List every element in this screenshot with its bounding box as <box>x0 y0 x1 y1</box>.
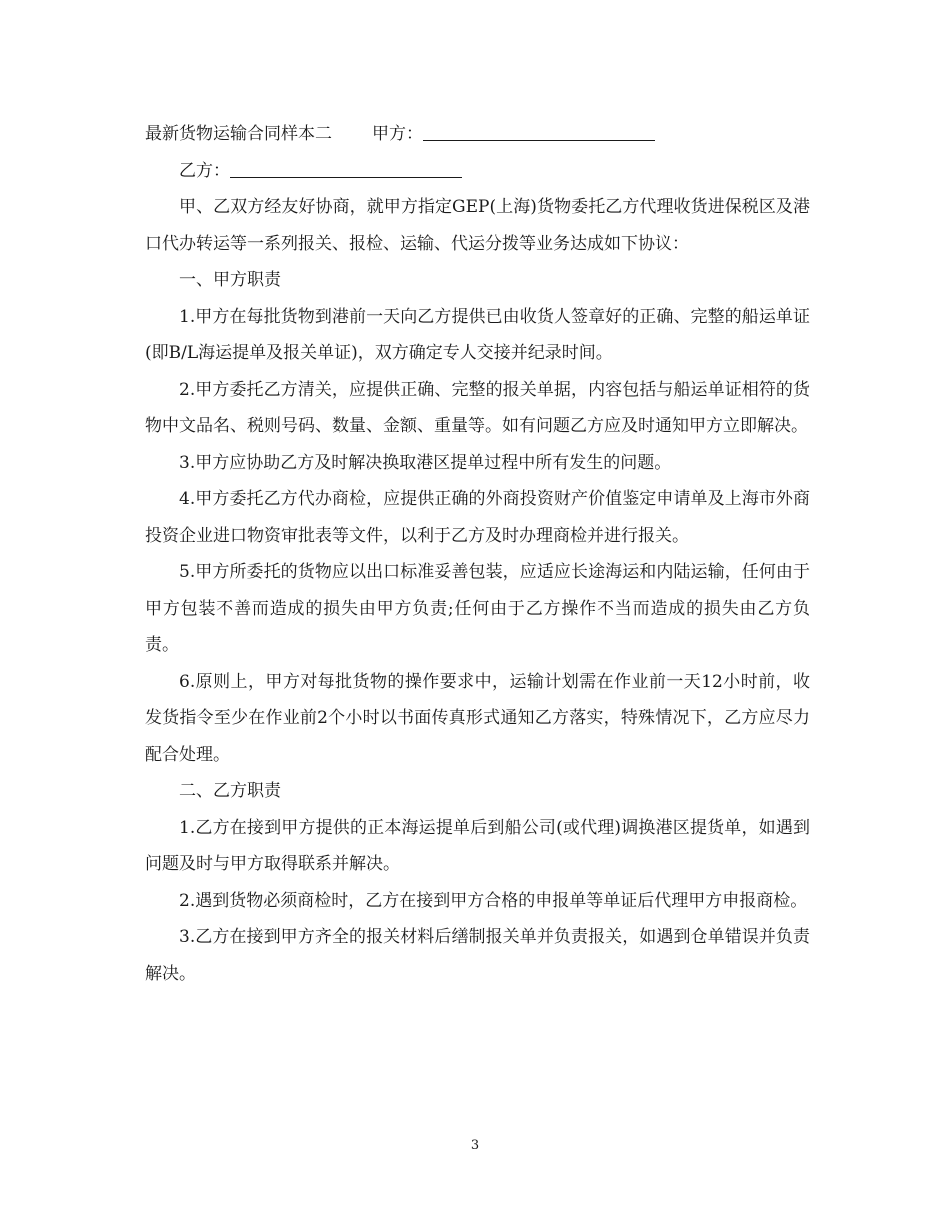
party-b-blank <box>230 159 462 178</box>
document-body <box>145 116 810 992</box>
section-a-item-1: 1.甲方在每批货物到港前一天向乙方提供已由收货人签章好的正确、完整的船运单证(即B/L海运提单及报关单证)，双方确定专人交接并纪录时间。 <box>145 306 810 363</box>
section-a-heading: 一、甲方职责 <box>179 270 281 290</box>
page-number: 3 <box>470 1138 480 1153</box>
section-b-item-1: 1.乙方在接到甲方提供的正本海运提单后到船公司(或代理)调换港区提货单，如遇到问题及时与甲方取得联系并解决。 <box>145 817 810 874</box>
document-title: 最新货物运输合同样本二 <box>145 124 332 144</box>
section-a-item-3: 3.甲方应协助乙方及时解决换取港区提单过程中所有发生的问题。 <box>179 452 672 473</box>
party-b-label: 乙方： <box>179 160 230 181</box>
section-a-item-6: 6.原则上，甲方对每批货物的操作要求中，运输计划需在作业前一天12小时前，收发货指令至少在作业前2个小时以书面传真形式通知乙方落实，特殊情况下，乙方应尽力配合处理。 <box>145 671 810 765</box>
section-a-item-5: 5.甲方所委托的货物应以出口标准妥善包装，应适应长途海运和内陆运输，任何由于甲方包装不善而造成的损失由甲方负责;任何由于乙方操作不当而造成的损失由乙方负责。 <box>145 562 810 655</box>
section-b-item-2: 2.遇到货物必须商检时，乙方在接到甲方合格的申报单等单证后代理甲方申报商检。 <box>179 890 808 911</box>
section-b-heading: 二、乙方职责 <box>179 781 281 801</box>
section-b-item-3: 3.乙方在接到甲方齐全的报关材料后缮制报关单并负责报关，如遇到仓单错误并负责解决。 <box>145 927 810 984</box>
section-a-item-4: 4.甲方委托乙方代办商检，应提供正确的外商投资财产价值鉴定申请单及上海市外商投资企业进口物资审批表等文件，以利于乙方及时办理商检并进行报关。 <box>145 489 810 546</box>
title-line <box>145 116 810 153</box>
party-a-label: 甲方： <box>372 124 423 144</box>
party-b-line <box>145 153 810 190</box>
intro-paragraph: 甲、乙双方经友好协商，就甲方指定GEP(上海)货物委托乙方代理收货进保税区及港口代办转运等一系列报关、报检、运输、代运分拨等业务达成如下协议： <box>145 197 810 254</box>
section-a-item-2: 2.甲方委托乙方清关，应提供正确、完整的报关单据，内容包括与船运单证相符的货物中文品名、税则号码、数量、金额、重量等。如有问题乙方应及时通知甲方立即解决。 <box>145 379 810 436</box>
party-a-blank <box>423 122 655 141</box>
